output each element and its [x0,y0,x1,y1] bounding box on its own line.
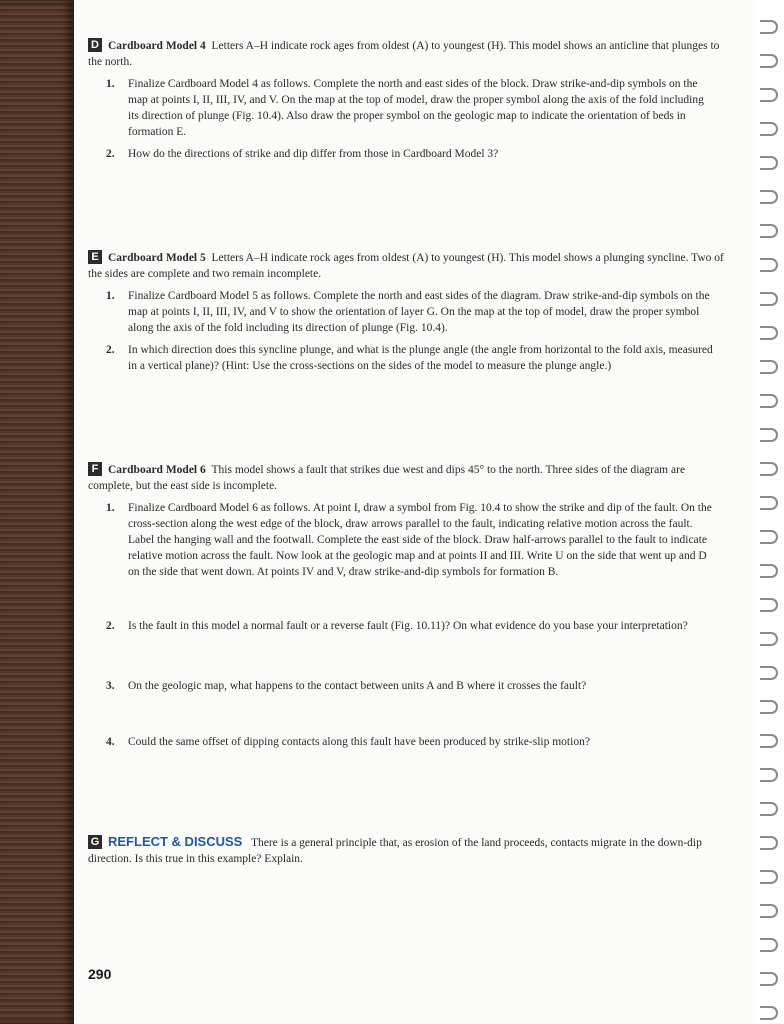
question-number: 2. [106,344,115,356]
coil-ring [760,428,778,442]
coil-ring [760,88,778,102]
section-f-intro-text: This model shows a fault that strikes due west and dips 45° to the north. Three sides of the diagram are complete, but the east side is incomplete. [88,464,686,492]
coil-ring [760,54,778,68]
question-number: 2. [106,148,115,160]
question-number: 2. [106,620,115,632]
question-f3-block [88,678,728,694]
question-d2 [88,146,728,162]
question-e1 [88,288,728,336]
question-f4 [88,734,728,750]
section-e-title: Cardboard Model 5 [108,252,206,264]
coil-ring [760,496,778,510]
question-text: How do the directions of strike and dip differ from those in Cardboard Model 3? [128,148,499,160]
section-badge-f: F [88,462,102,476]
coil-ring [760,292,778,306]
section-e-intro [88,250,728,282]
question-number: 1. [106,502,115,514]
coil-ring [760,938,778,952]
question-number: 1. [106,78,115,90]
coil-ring [760,258,778,272]
coil-ring [760,700,778,714]
coil-ring [760,972,778,986]
question-d1 [88,76,728,140]
question-text: Finalize Cardboard Model 4 as follows. Complete the north and east sides of the block. Draw strike-and-dip symbols on the map at points I, II, III, IV, and V. On the map at the top of model, draw the proper symbol along the axis of the fold including its direction of plunge (Fig. 10.4). Also draw the proper symbol on the geologic map to indicate the orientation of beds in formation E. [128,78,704,138]
question-number: 3. [106,680,115,692]
coil-ring [760,802,778,816]
coil-ring [760,564,778,578]
question-text: Is the fault in this model a normal fault or a reverse fault (Fig. 10.11)? On what evidence do you base your interpretation? [128,620,688,632]
section-e [88,250,728,374]
question-number: 4. [106,736,115,748]
coil-ring [760,190,778,204]
coil-ring [760,156,778,170]
section-f [88,462,728,580]
section-d [88,38,728,162]
coil-ring [760,768,778,782]
section-badge-d: D [88,38,102,52]
question-text: Finalize Cardboard Model 6 as follows. At point I, draw a symbol from Fig. 10.4 to show the strike and dip of the fault. On the cross-section along the west edge of the block, draw arrows parallel to the fault, indicating relative motion across the fault. Label the hanging wall and the footwall. Complete the east side of the block. Draw half-arrows parallel to the fault to indicate relative motion across the fault. Now look at the geologic map and at points II and III. Write U on the side that went up and D on the side that went down. At points IV and V, draw strike-and-dip symbols for formation B. [128,502,712,578]
question-f2 [88,618,728,634]
coil-ring [760,224,778,238]
coil-ring [760,904,778,918]
question-f4-block [88,734,728,750]
section-g-text: There is a general principle that, as erosion of the land proceeds, contacts migrate in the down-dip direction. Is this true in this example? Explain. [88,837,702,865]
reflect-discuss-title: REFLECT & DISCUSS [108,834,243,849]
page-number: 290 [88,966,112,982]
section-e-intro-text: Letters A–H indicate rock ages from oldest (A) to youngest (H). This model shows a plunging syncline. Two of the sides are complete and two remain incomplete. [88,252,724,280]
coil-ring [760,1006,778,1020]
question-f2-block [88,618,728,634]
coil-ring [760,598,778,612]
question-e2 [88,342,728,374]
coil-ring [760,394,778,408]
coil-ring [760,326,778,340]
section-f-title: Cardboard Model 6 [108,464,206,476]
question-text: In which direction does this syncline plunge, and what is the plunge angle (the angle from horizontal to the fold axis, measured in a vertical plane)? (Hint: Use the cross-sections on the sides of the model to measure the plunge angle.) [128,344,713,372]
question-text: Finalize Cardboard Model 5 as follows. Complete the north and east sides of the diagram. Draw strike-and-dip symbols on the map at points I, II, III, IV, and V to show the orientation of layer G. On the map at the top of model, draw the proper symbol along the axis of the fold including its direction of plunge (Fig. 10.4). [128,290,710,334]
question-f1 [88,500,728,580]
section-d-title: Cardboard Model 4 [108,40,206,52]
question-text: Could the same offset of dipping contacts along this fault have been produced by strike-slip motion? [128,736,590,748]
coil-ring [760,836,778,850]
section-g [88,834,728,867]
coil-ring [760,632,778,646]
coil-ring [760,870,778,884]
coil-ring [760,734,778,748]
question-text: On the geologic map, what happens to the contact between units A and B where it crosses the fault? [128,680,587,692]
section-badge-e: E [88,250,102,264]
section-badge-g: G [88,835,102,849]
section-d-intro [88,38,728,70]
question-f3 [88,678,728,694]
section-f-intro [88,462,728,494]
book-binding [0,0,74,1024]
coil-ring [760,666,778,680]
spiral-binding [756,0,784,1024]
coil-ring [760,360,778,374]
question-number: 1. [106,290,115,302]
coil-ring [760,122,778,136]
coil-ring [760,462,778,476]
coil-ring [760,530,778,544]
coil-ring [760,20,778,34]
section-d-intro-text: Letters A–H indicate rock ages from oldest (A) to youngest (H). This model shows an anticline that plunges to the north. [88,40,720,68]
